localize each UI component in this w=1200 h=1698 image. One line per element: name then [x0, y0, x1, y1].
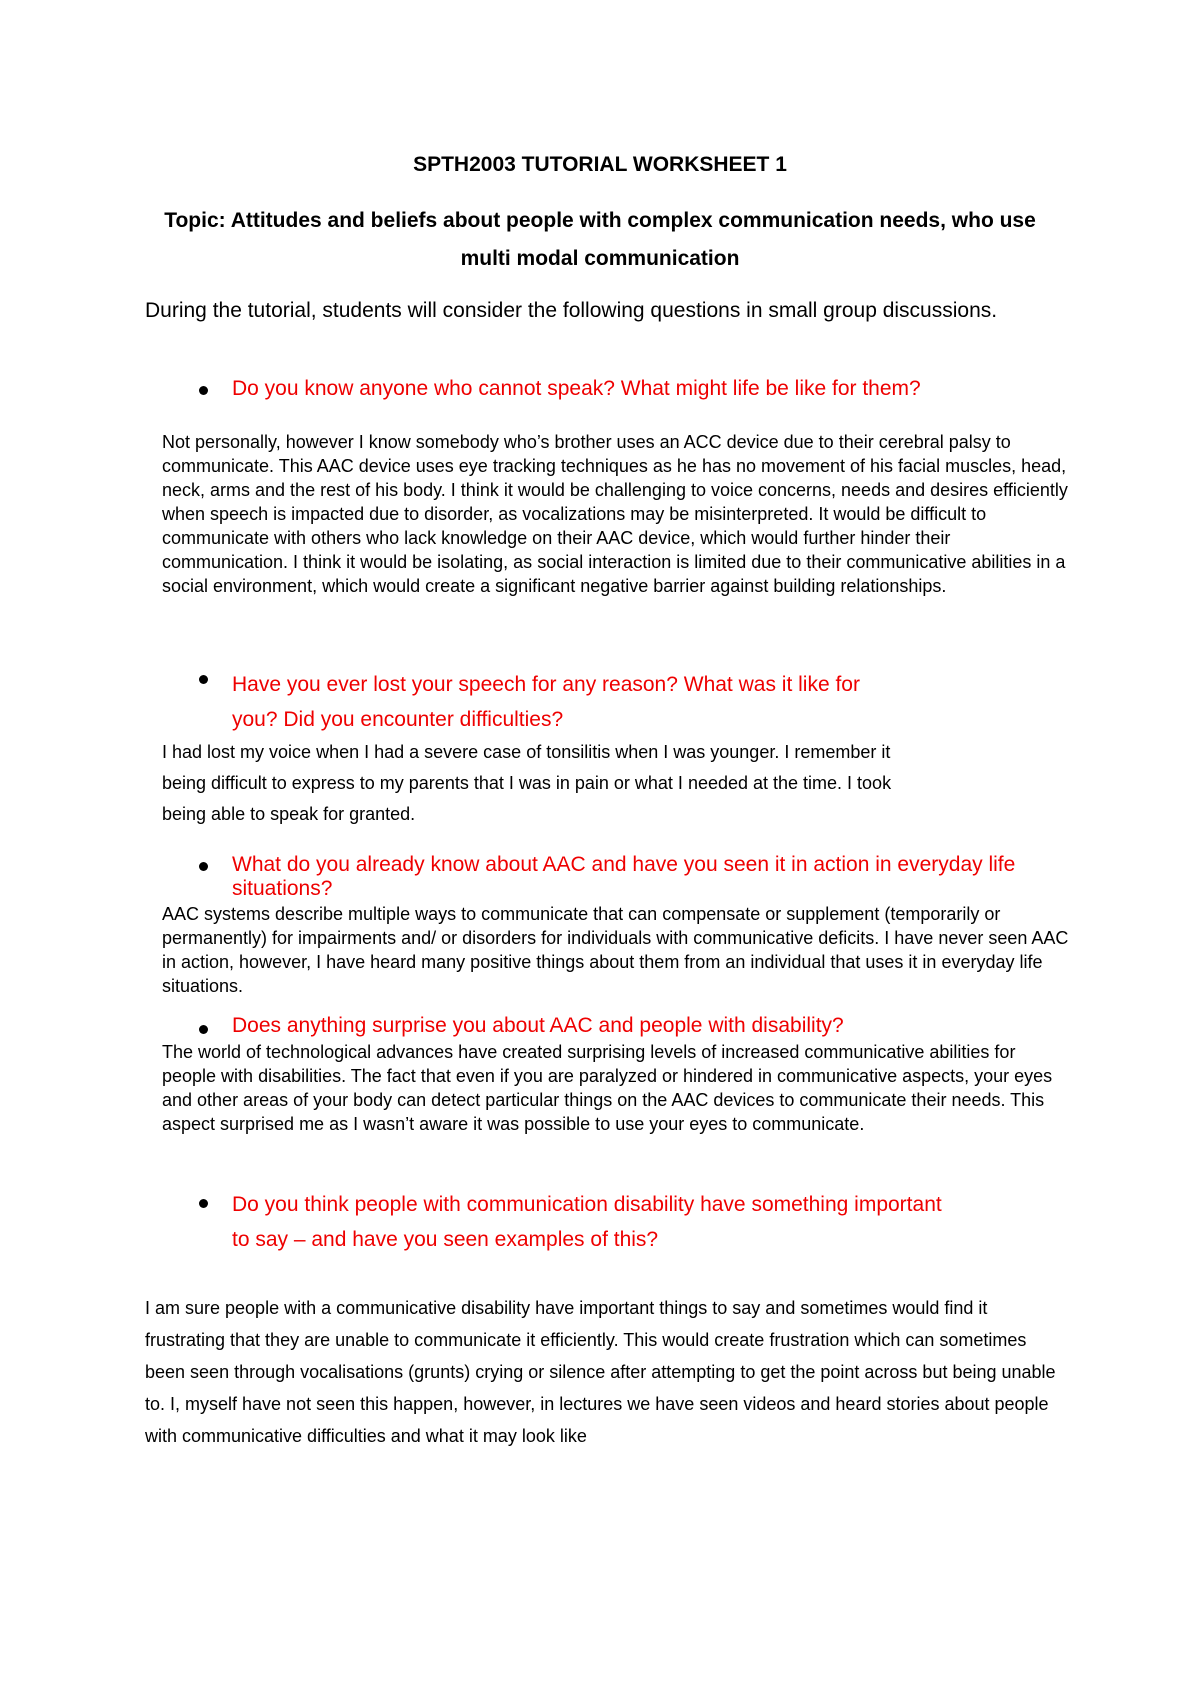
answer-2: I had lost my voice when I had a severe case of tonsilitis when I was younger. I remember it being difficult to express to my parents that I was in pain or what I needed at the time. I took being able to speak for granted. — [162, 742, 892, 824]
answer-4: The world of technological advances have created surprising levels of increased communicative abilities for people with disabilities. The fact that even if you are paralyzed or hindered in communicative aspects, your eyes and other areas of your body can detect particular things on the AAC devices to communicate their needs. This aspect surprised me as I wasn’t aware it was possible to use your eyes to communicate. — [162, 1042, 1053, 1134]
question-4: Does anything surprise you about AAC and people with disability? — [232, 1014, 844, 1037]
bullet-1 — [199, 386, 208, 395]
bullet-4 — [199, 1025, 208, 1034]
answer-1: Not personally, however I know somebody who’s brother uses an ACC device due to their cerebral palsy to communicate. This AAC device uses eye tracking techniques as he has no movement of his facial muscles, head, neck, arms and the rest of his body. I think it would be challenging to voice concerns, needs and desires efficiently when speech is impacted due to disorder, as vocalizations may be misinterpreted. It would be difficult to communicate with others who lack knowledge on their AAC device, which would further hinder their communication. I think it would be isolating, as social interaction is limited due to their communicative abilities in a social environment, which would create a significant negative barrier against building relationships. — [162, 432, 1068, 596]
worksheet-topic: Topic: Attitudes and beliefs about people with complex communication needs, who use multi modal communication — [164, 209, 1036, 270]
answer-3: AAC systems describe multiple ways to communicate that can compensate or supplement (temporarily or permanently) for impairments and/ or disorders for individuals with communicative deficits. I have never seen AAC in action, however, I have heard many positive things about them from an individual that uses it in everyday life situations. — [162, 904, 1069, 996]
question-2: Have you ever lost your speech for any reason? What was it like for you? Did you encounter difficulties? — [232, 673, 860, 731]
intro-paragraph: During the tutorial, students will consider the following questions in small group discussions. — [145, 299, 998, 322]
answer-5: I am sure people with a communicative disability have important things to say and sometimes would find it frustrating that they are unable to communicate it efficiently. This would create frustration which can sometimes been seen through vocalisations (grunts) crying or silence after attempting to get the point across but being unable to. I, myself have not seen this happen, however, in lectures we have seen videos and heard stories about people with communicative difficulties and what it may look like — [145, 1298, 1056, 1446]
question-3: What do you already know about AAC and have you seen it in action in everyday life situations? — [232, 853, 1016, 900]
question-1: Do you know anyone who cannot speak? What might life be like for them? — [232, 377, 921, 400]
worksheet-title: SPTH2003 TUTORIAL WORKSHEET 1 — [413, 153, 787, 176]
bullet-3 — [199, 862, 208, 871]
question-5: Do you think people with communication disability have something important to say – and have you seen examples of this? — [232, 1193, 942, 1251]
bullet-2 — [199, 675, 208, 684]
bullet-5 — [199, 1199, 208, 1208]
